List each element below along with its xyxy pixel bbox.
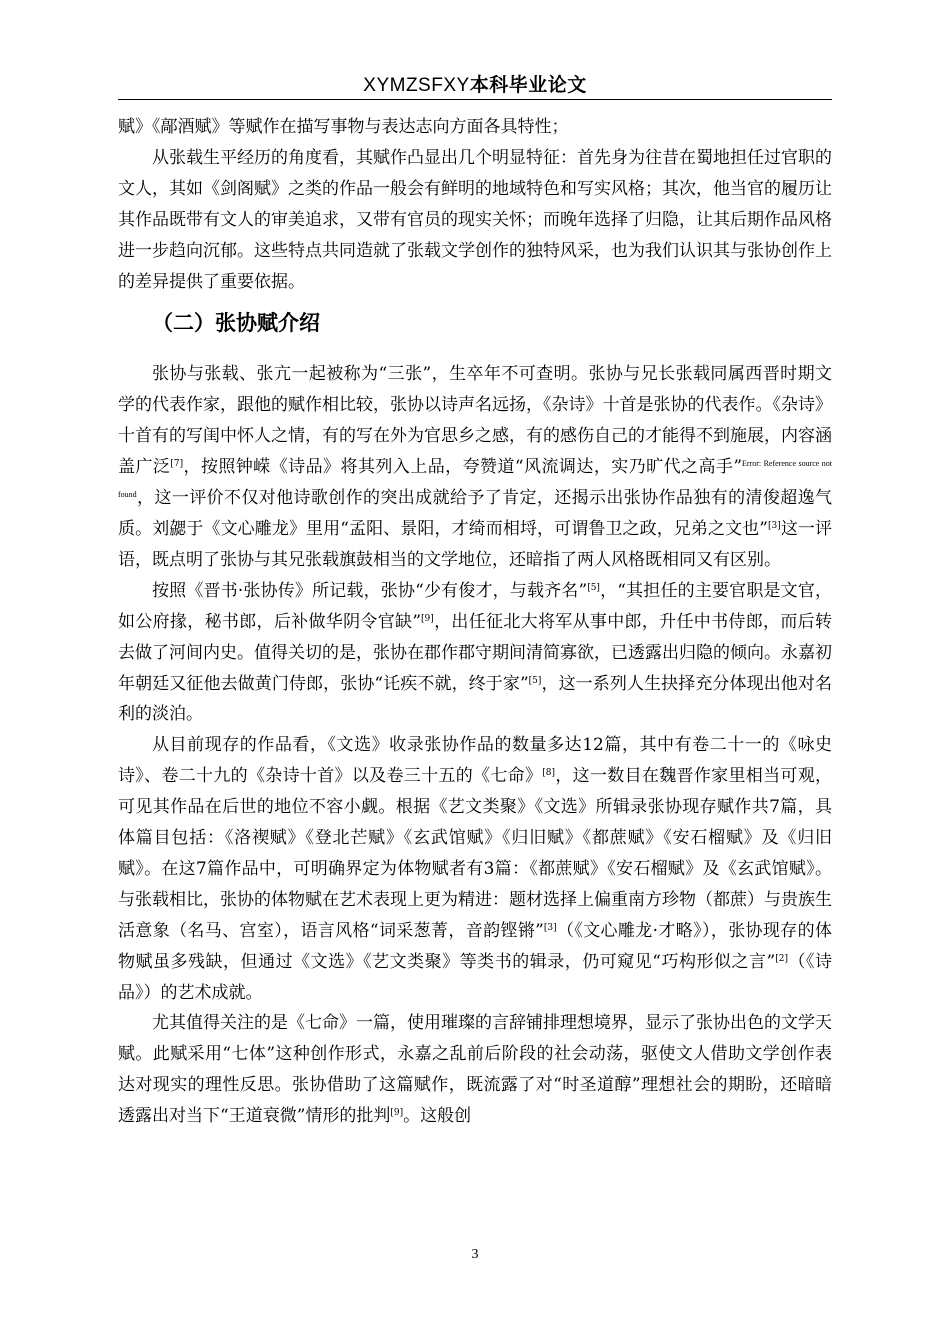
paragraph-qiming: 尤其值得关注的是《七命》一篇，使用璀璨的言辞铺排理想境界，显示了张协出色的文学天赋。此赋采用“七体”这种创作形式，永嘉之乱前后阶段的社会动荡，驱使文人借助文学创作表达对现实的理性反思。张协借助了这篇赋作，既流露了对“时圣道醇”理想社会的期盼，还暗暗透露出对当下“王道衰微”情形的批判[9]。这般创 bbox=[118, 1013, 832, 1127]
citation-error: Error: Reference source not found bbox=[118, 459, 832, 500]
paragraph-zhangxie-intro: 张协与张载、张亢一起被称为“三张”，生卒年不可查明。张协与兄长张载同属西晋时期文学的代表作家，跟他的赋作相比较，张协以诗声名远扬，《杂诗》十首是张协的代表作。《杂诗》十首有的写闺中怀人之情，有的写在外为官思乡之感，有的感伤自己的才能得不到施展，内容涵盖广泛[7]，按照钟嵘《诗品》将其列入上品，夸赞道“风流调达，实乃旷代之高手”$^{Error: Reference source not found}$，这一评价不仅对他诗歌创作的突出成就给予了肯定，还揭示出张协作品独有的清俊超逸气质。刘勰于《文心雕龙》里用“孟阳、景阳，才绮而相埒，可谓鲁卫之政，兄弟之文也”[3]这一评语，既点明了张协与其兄张载旗鼓相当的文学地位，还暗指了两人风格既相同又有区别。 bbox=[118, 364, 833, 570]
page-number: 3 bbox=[471, 1247, 479, 1262]
citation: [5] bbox=[587, 582, 600, 593]
header-title: 本科毕业论文 bbox=[469, 74, 587, 96]
paragraph-jinshu: 按照《晋书·张协传》所记载，张协“少有俊才，与载齐名”[5]，“其担任的主要官职是文官，如公府掾，秘书郎，后补做华阴令官缺”[9]，出任征北大将军从事中郎，升任中书侍郎，而后转去做了河间内史。值得关切的是，张协在郡作郡守期间清简寡欲，已透露出归隐的倾向。永嘉初年朝廷又征他去做黄门侍郎，张协“讬疾不就，终于家”[5]，这一系列人生抉择充分体现出他对名利的淡泊。 bbox=[118, 580, 832, 725]
header-code: XYMZSFXY bbox=[363, 75, 470, 96]
citation: [9] bbox=[390, 1108, 404, 1119]
header-rule bbox=[118, 99, 832, 100]
paragraph-works: 从目前现存的作品看，《文选》收录张协作品的数量多达12篇，其中有卷二十一的《咏史诗》、卷二十九的《杂诗十首》以及卷三十五的《七命》[8]，这一数目在魏晋作家里相当可观，可见其作品在后世的地位不容小觑。根据《艺文类聚》《文选》所辑录张协现存赋作共7篇，具体篇目包括：《洛禊赋》《登北芒赋》《玄武馆赋》《归旧赋》《都蔗赋》《安石榴赋》及《归旧赋》。在这7篇作品中，可明确界定为体物赋者有3篇：《都蔗赋》《安石榴赋》及《玄武馆赋》。与张载相比，张协的体物赋在艺术表现上更为精进：题材选择上偏重南方珍物（都蔗）与贵族生活意象（名马、宫室），语言风格“词采葱菁，音韵铿锵”[3]（《文心雕龙·才略》），张协现存的体物赋虽多残缺，但通过《文选》《艺文类聚》等类书的辑录，仍可窥见“巧构形似之言”[2]（《诗品》）的艺术成就。 bbox=[118, 735, 833, 1003]
paragraph-zhangzai-traits: 从张载生平经历的角度看，其赋作凸显出几个明显特征：首先身为往昔在蜀地担任过官职的文人，其如《剑阁赋》之类的作品一般会有鲜明的地域特色和写实风格；其次，他当官的履历让其作品既带有文人的审美追求，又带有官员的现实关怀；而晚年选择了归隐，让其后期作品风格进一步趋向沉郁。这些特点共同造就了张载文学创作的独特风采，也为我们认识其与张协创作上的差异提供了重要依据。 bbox=[118, 147, 832, 292]
citation: [8] bbox=[542, 768, 556, 779]
body-text bbox=[118, 112, 832, 1132]
citation: [3] bbox=[767, 520, 781, 531]
citation: [3] bbox=[543, 922, 557, 933]
citation: [2] bbox=[775, 953, 788, 964]
citation: [7] bbox=[170, 459, 184, 470]
section-heading: （二）张协赋介绍 bbox=[152, 311, 320, 336]
page-header bbox=[118, 72, 832, 98]
citation: [5] bbox=[528, 675, 542, 686]
citation: [9] bbox=[421, 613, 434, 624]
paragraph-continued: 赋》《鄗酒赋》等赋作在描写事物与表达志向方面各具特性； bbox=[118, 117, 569, 137]
